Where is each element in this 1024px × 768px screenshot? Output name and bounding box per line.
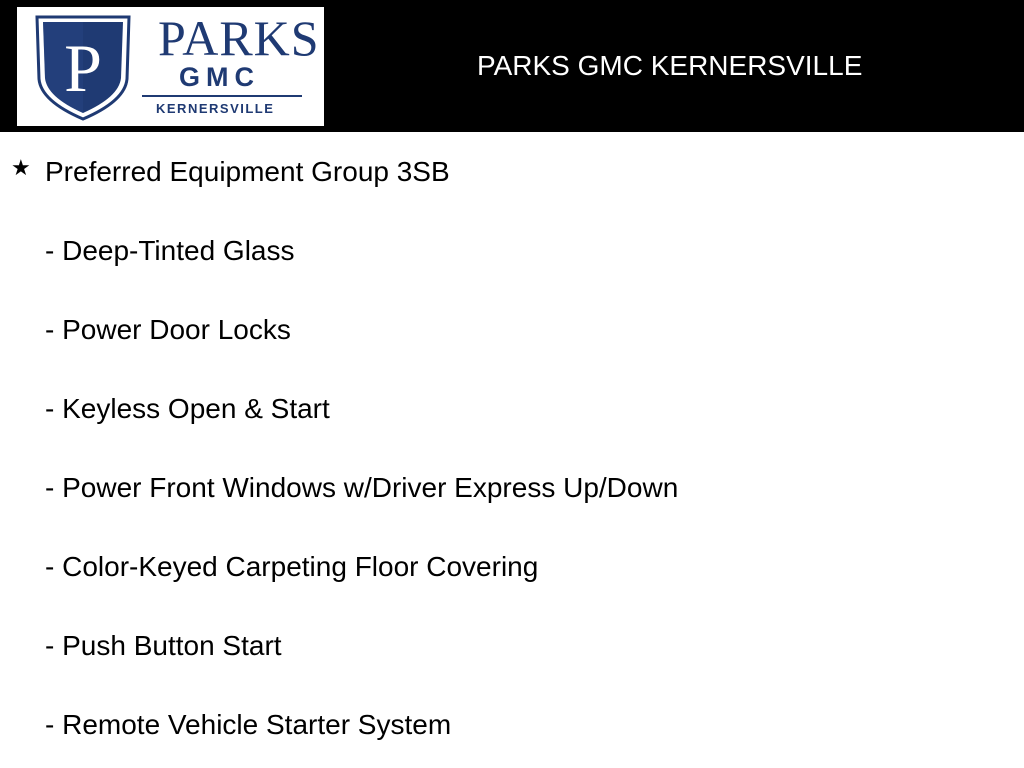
logo-city: KERNERSVILLE <box>156 101 275 116</box>
feature-item: - Deep-Tinted Glass <box>45 235 295 266</box>
feature-item: - Power Front Windows w/Driver Express Up/Down <box>45 472 679 503</box>
feature-item: - Power Door Locks <box>45 314 291 345</box>
logo-make: GMC <box>179 62 260 92</box>
feature-item: - Remote Vehicle Starter System <box>45 709 452 740</box>
dealer-title: PARKS GMC KERNERSVILLE <box>477 50 863 81</box>
logo-letter: P <box>64 30 102 106</box>
feature-item: - Color-Keyed Carpeting Floor Covering <box>45 551 539 582</box>
equipment-group-row <box>0 156 1000 188</box>
star-icon: ★ <box>11 155 31 180</box>
header-bar <box>0 0 1024 132</box>
dealer-logo <box>17 7 324 126</box>
logo-brand: PARKS <box>158 10 320 66</box>
feature-item: - Keyless Open & Start <box>45 393 330 424</box>
feature-item: - Push Button Start <box>45 630 282 661</box>
equipment-group-title: Preferred Equipment Group 3SB <box>45 156 450 187</box>
logo-divider <box>142 95 302 97</box>
